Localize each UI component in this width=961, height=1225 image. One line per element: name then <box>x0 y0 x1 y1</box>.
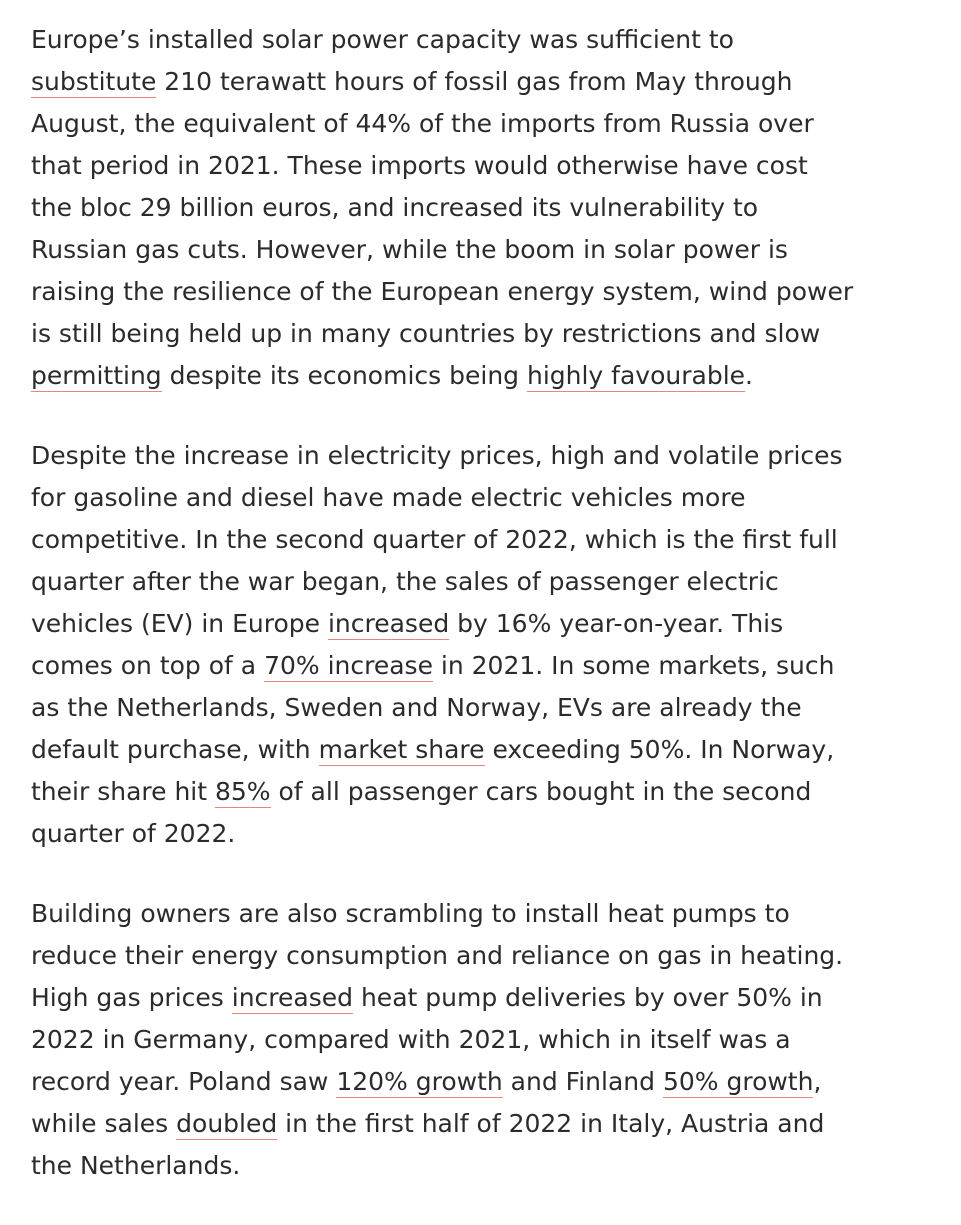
paragraph <box>31 19 931 397</box>
text-segment: comes on top of a <box>31 651 265 680</box>
text-segment: in 2021. In some markets, such <box>432 651 835 680</box>
text-line <box>31 1019 931 1061</box>
text-line <box>31 1145 931 1187</box>
text-segment: of all passenger cars bought in the second <box>270 777 812 806</box>
inline-link[interactable]: 50% growth <box>662 1067 814 1096</box>
text-line <box>31 271 931 313</box>
text-segment: . <box>745 361 753 390</box>
text-line <box>31 561 931 603</box>
text-segment: by 16% year-on-year. This <box>449 609 784 638</box>
text-segment: their share hit <box>31 777 215 806</box>
text-line <box>31 1061 931 1103</box>
inline-link[interactable]: increased <box>327 609 450 638</box>
text-line <box>31 19 931 61</box>
text-segment: the Netherlands. <box>31 1151 241 1180</box>
text-segment: Despite the increase in electricity prices, high and volatile prices <box>31 441 843 470</box>
text-segment: quarter of 2022. <box>31 819 236 848</box>
text-line <box>31 477 931 519</box>
text-segment: 2022 in Germany, compared with 2021, which in itself was a <box>31 1025 791 1054</box>
text-segment: Europe’s installed solar power capacity was sufficient to <box>31 25 734 54</box>
inline-link[interactable]: 85% <box>214 777 271 806</box>
inline-link[interactable]: 70% increase <box>264 651 433 680</box>
text-segment: competitive. In the second quarter of 2022, which is the first full <box>31 525 838 554</box>
paragraph <box>31 893 931 1187</box>
text-segment: default purchase, with <box>31 735 319 764</box>
article-body <box>31 19 931 1225</box>
text-segment: raising the resilience of the European energy system, wind power <box>31 277 854 306</box>
text-segment: despite its economics being <box>161 361 527 390</box>
text-line <box>31 1103 931 1145</box>
text-segment: Russian gas cuts. However, while the boom in solar power is <box>31 235 788 264</box>
text-segment: exceeding 50%. In Norway, <box>484 735 835 764</box>
text-segment: is still being held up in many countries by restrictions and slow <box>31 319 821 348</box>
text-segment: 210 terawatt hours of fossil gas from May through <box>156 67 793 96</box>
text-line <box>31 313 931 355</box>
inline-link[interactable]: permitting <box>31 361 162 390</box>
text-line <box>31 645 931 687</box>
text-line <box>31 729 931 771</box>
text-line <box>31 145 931 187</box>
text-segment: Building owners are also scrambling to install heat pumps to <box>31 899 790 928</box>
text-segment: as the Netherlands, Sweden and Norway, EVs are already the <box>31 693 802 722</box>
paragraph <box>31 435 931 855</box>
text-segment: August, the equivalent of 44% of the imports from Russia over <box>31 109 814 138</box>
text-line <box>31 61 931 103</box>
text-segment: while sales <box>31 1109 177 1138</box>
text-line <box>31 519 931 561</box>
text-line <box>31 935 931 977</box>
inline-link[interactable]: increased <box>231 983 354 1012</box>
inline-link[interactable]: substitute <box>31 67 157 96</box>
inline-link[interactable]: 120% growth <box>336 1067 503 1096</box>
text-line <box>31 355 931 397</box>
text-line <box>31 229 931 271</box>
inline-link[interactable]: market share <box>318 735 485 764</box>
text-line <box>31 103 931 145</box>
text-line <box>31 813 931 855</box>
text-segment: High gas prices <box>31 983 232 1012</box>
text-line <box>31 435 931 477</box>
text-segment: that period in 2021. These imports would otherwise have cost <box>31 151 808 180</box>
text-line <box>31 977 931 1019</box>
text-segment: record year. Poland saw <box>31 1067 337 1096</box>
text-segment: and Finland <box>502 1067 663 1096</box>
text-segment: the bloc 29 billion euros, and increased its vulnerability to <box>31 193 759 222</box>
text-line <box>31 187 931 229</box>
text-line <box>31 687 931 729</box>
inline-link[interactable]: doubled <box>176 1109 278 1138</box>
text-segment: , <box>813 1067 822 1096</box>
inline-link[interactable]: highly favourable <box>526 361 746 390</box>
text-line <box>31 893 931 935</box>
text-segment: reduce their energy consumption and reliance on gas in heating. <box>31 941 844 970</box>
text-line <box>31 603 931 645</box>
text-segment: for gasoline and diesel have made electric vehicles more <box>31 483 746 512</box>
text-segment: quarter after the war began, the sales of passenger electric <box>31 567 779 596</box>
text-segment: in the first half of 2022 in Italy, Austria and <box>277 1109 825 1138</box>
text-segment: vehicles (EV) in Europe <box>31 609 328 638</box>
text-line <box>31 771 931 813</box>
text-segment: heat pump deliveries by over 50% in <box>353 983 823 1012</box>
